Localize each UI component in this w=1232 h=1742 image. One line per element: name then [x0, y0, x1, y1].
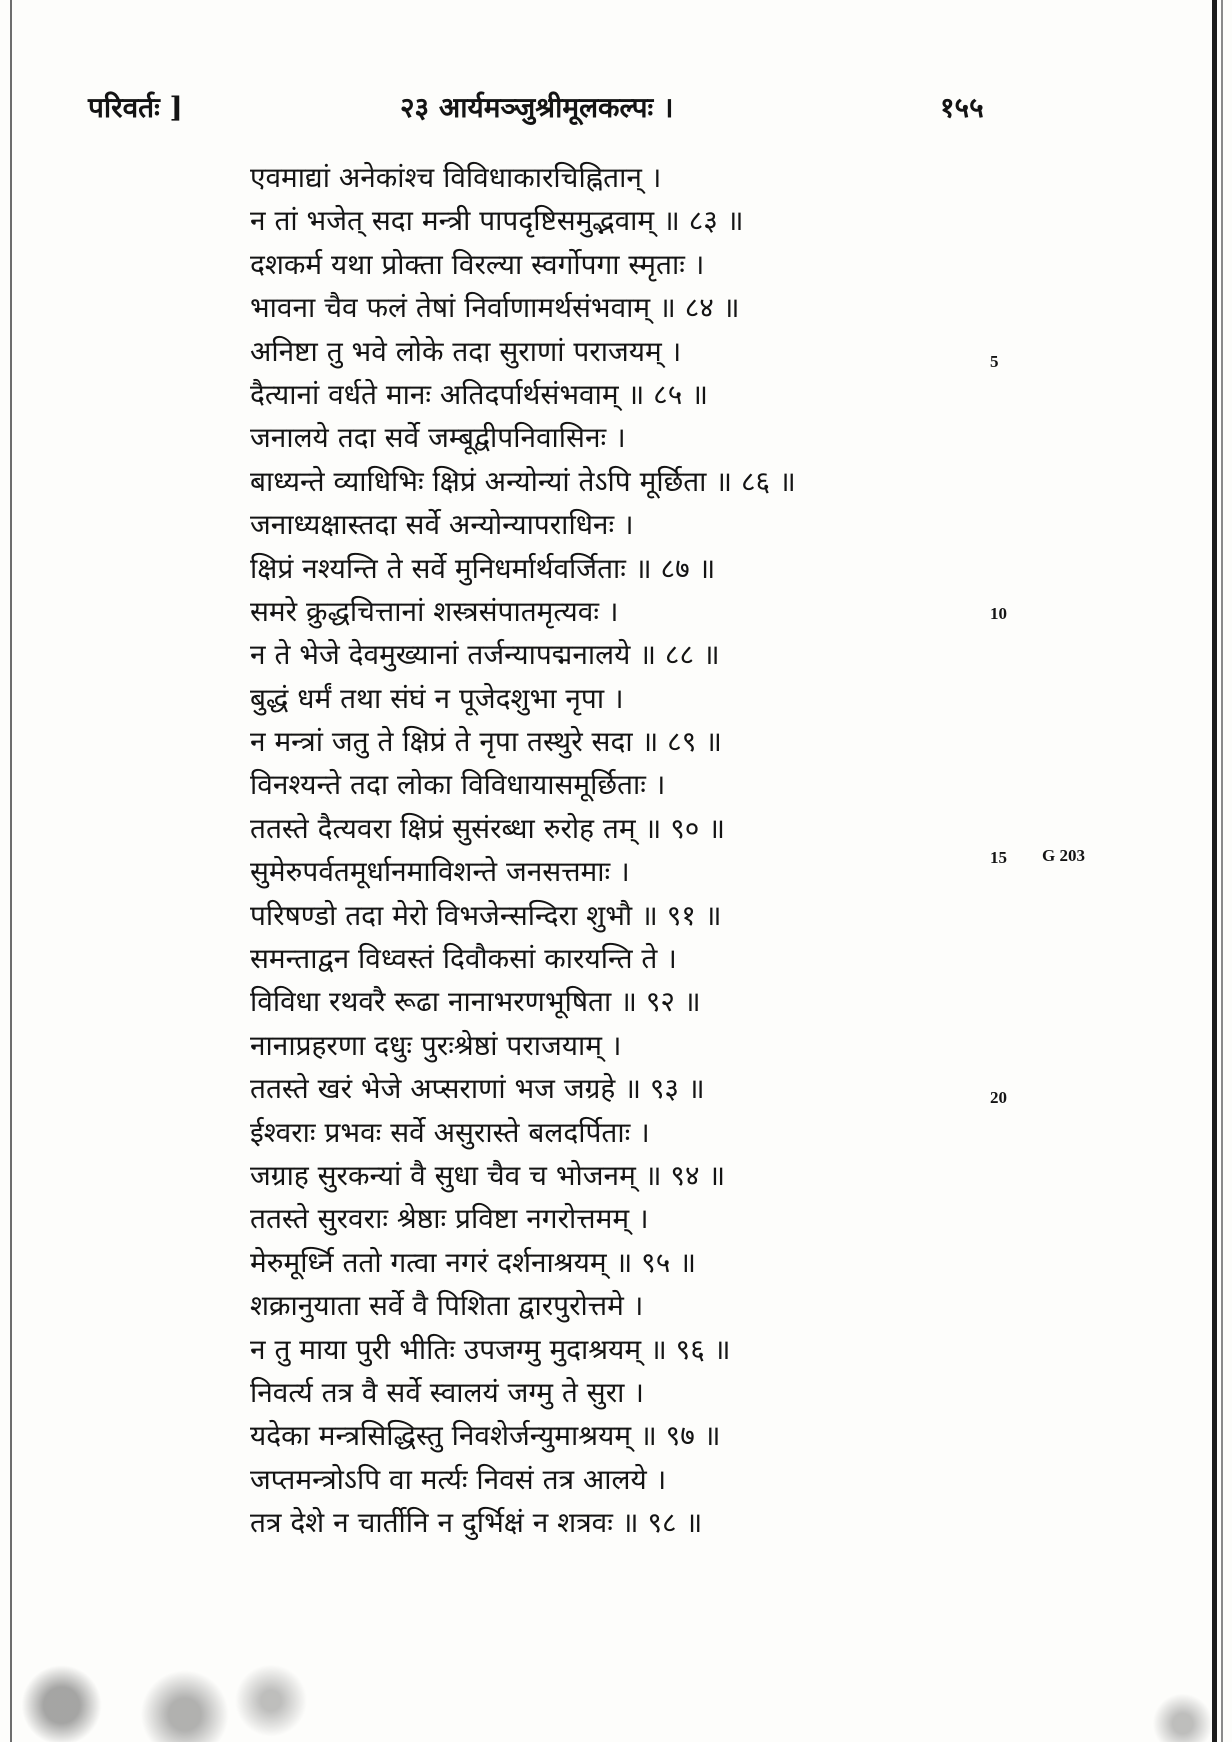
- verse-line: विनश्यन्ते तदा लोका विविधायासमूर्छिताः ।: [250, 768, 666, 802]
- page-edge-left: [10, 0, 12, 1742]
- verse-line: यदेका मन्त्रसिद्धिस्तु निवशेर्जन्युमाश्रयम् ॥ ९७ ॥: [250, 1419, 721, 1453]
- scan-noise: [0, 1650, 1232, 1742]
- verse-line: शक्रानुयाता सर्वे वै पिशिता द्वारपुरोत्तमे ।: [250, 1289, 644, 1323]
- verse-line: न तां भजेत् सदा मन्त्री पापदृष्टिसमुद्भवाम् ॥ ८३ ॥: [250, 204, 744, 238]
- verse-line: ईश्वराः प्रभवः सर्वे असुरास्ते बलदर्पिताः ।: [250, 1115, 650, 1149]
- verse-line: बाध्यन्ते व्याधिभिः क्षिप्रं अन्योन्यां तेऽपि मूर्छिता ॥ ८६ ॥: [250, 464, 796, 498]
- margin-line-number: 15: [990, 848, 1007, 867]
- verse-line: विविधा रथवरै रूढा नानाभरणभूषिता ॥ ९२ ॥: [250, 985, 701, 1019]
- verse-line: न मन्त्रां जतु ते क्षिप्रं ते नृपा तस्थुरे सदा ॥ ८९ ॥: [250, 725, 722, 759]
- header-chapter-title: २३ आर्यमञ्जुश्रीमूलकल्पः ।: [400, 91, 674, 124]
- margin-line-number: 20: [990, 1088, 1007, 1107]
- margin-edition-reference: G 203: [1042, 846, 1085, 865]
- verse-line: ततस्ते सुरवराः श्रेष्ठाः प्रविष्टा नगरोत्तमम् ।: [250, 1202, 649, 1236]
- running-header: [0, 88, 1232, 128]
- header-section-label: परिवर्तः ]: [88, 91, 183, 124]
- verse-line: ततस्ते दैत्यवरा क्षिप्रं सुसंरब्धा रुरोह तम् ॥ ९० ॥: [250, 811, 725, 845]
- verse-block: [250, 156, 1030, 1545]
- verse-line: जग्राह सुरकन्यां वै सुधा चैव च भोजनम् ॥ ९४ ॥: [250, 1158, 726, 1192]
- verse-line: जनालये तदा सर्वे जम्बूद्वीपनिवासिनः ।: [250, 421, 626, 455]
- verse-line: तत्र देशे न चार्तीनि न दुर्भिक्षं न शत्रवः ॥ ९८ ॥: [250, 1506, 703, 1540]
- verse-line: सुमेरुपर्वतमूर्धानमाविशन्ते जनसत्तमाः ।: [250, 855, 630, 889]
- header-page-number: १५५: [940, 91, 984, 124]
- verse-line: क्षिप्रं नश्यन्ति ते सर्वे मुनिधर्मार्थवर्जिताः ॥ ८७ ॥: [250, 551, 716, 585]
- verse-line: परिषण्डो तदा मेरो विभजेन्सन्दिरा शुभौ ॥ ९१ ॥: [250, 898, 722, 932]
- verse-line: जनाध्यक्षास्तदा सर्वे अन्योन्यापराधिनः ।: [250, 508, 634, 542]
- verse-line: जप्तमन्त्रोऽपि वा मर्त्यः निवसं तत्र आलये ।: [250, 1462, 667, 1496]
- margin-line-number: 10: [990, 604, 1007, 623]
- verse-line: समन्ताद्वन विध्वस्तं दिवौकसां कारयन्ति ते ।: [250, 942, 677, 976]
- verse-line: अनिष्टा तु भवे लोके तदा सुराणां पराजयम् ।: [250, 334, 682, 368]
- verse-line: भावना चैव फलं तेषां निर्वाणामर्थसंभवाम् ॥ ८४ ॥: [250, 291, 740, 325]
- verse-line: नानाप्रहरणा दधुः पुरःश्रेष्ठां पराजयाम् ।: [250, 1028, 622, 1062]
- verse-line: बुद्धं धर्मं तथा संघं न पूजेदशुभा नृपा ।: [250, 681, 624, 715]
- verse-line: एवमाद्यां अनेकांश्च विविधाकारचिह्नितान् ।: [250, 161, 662, 194]
- page-edge-right: [1212, 0, 1217, 1742]
- verse-line: दैत्यानां वर्धते मानः अतिदर्पार्थसंभवाम् ॥ ८५ ॥: [250, 377, 708, 411]
- verse-line: मेरुमूर्ध्नि ततो गत्वा नगरं दर्शनाश्रयम् ॥ ९५ ॥: [250, 1245, 696, 1279]
- verse-line: न ते भेजे देवमुख्यानां तर्जन्यापद्मनालये ॥ ८८ ॥: [250, 638, 720, 672]
- verse-line: निवर्त्य तत्र वै सर्वे स्वालयं जग्मु ते सुरा ।: [250, 1375, 644, 1409]
- margin-line-number: 5: [990, 352, 999, 371]
- verse-line: न तु माया पुरी भीतिः उपजग्मु मुदाश्रयम् ॥ ९६ ॥: [250, 1332, 731, 1366]
- verse-line: समरे क्रुद्धचित्तानां शस्त्रसंपातमृत्यवः ।: [250, 594, 619, 628]
- page-edge-right-shadow: [1221, 0, 1223, 1742]
- verse-line: दशकर्म यथा प्रोक्ता विरल्या स्वर्गोपगा स्मृताः ।: [250, 247, 705, 281]
- verse-line: ततस्ते खरं भेजे अप्सराणां भज जग्रहे ॥ ९३ ॥: [250, 1072, 705, 1106]
